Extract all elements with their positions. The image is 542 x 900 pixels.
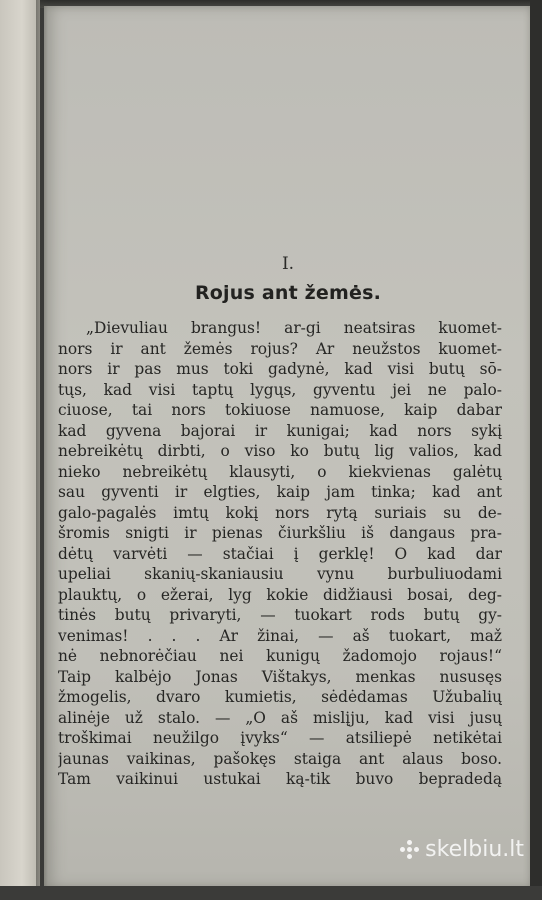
- text-line: šromis snigti ir pienas čiurkšliu iš dangaus pra-: [58, 524, 502, 542]
- watermark: [400, 837, 524, 862]
- text-line: nė nebnorėčiau nei kunigų žadomojo rojaus!“: [58, 647, 502, 665]
- facing-page-edge: [0, 0, 40, 900]
- text-line: tųs, kad visi taptų lygųs, gyventu jei ne palo-: [58, 380, 502, 399]
- text-line: nors ir pas mus toki gadynė, kad visi butų sō-: [58, 360, 502, 378]
- text-line: plauktų, o ežerai, lyg kokie didžiausi bosai, deg-: [58, 585, 502, 604]
- text-line: tinės butų privaryti, — tuokart rods butų gy-: [58, 606, 502, 624]
- text-line: sau gyventi ir elgties, kaip jam tinka; kad ant: [58, 483, 502, 501]
- background-right: [530, 0, 542, 900]
- text-line: dėtų varvėti — stačiai į gerklę! O kad dar: [58, 544, 502, 563]
- text-line: žmogelis, dvaro kumietis, sėdėdamas Užubalių: [58, 688, 502, 706]
- text-line: galo-pagalės imtų kokį nors rytą suriais su de-: [58, 503, 502, 522]
- text-line: Taip kalbėjo Jonas Vištakys, menkas nususęs: [58, 667, 502, 686]
- text-line: jaunas vaikinas, pašokęs staiga ant alaus boso.: [58, 749, 502, 768]
- text-line: „Dievuliau brangus! ar-gi neatsiras kuomet-: [86, 319, 502, 337]
- text-line: ciuose, tai nors tokiuose namuose, kaip dabar: [58, 401, 502, 419]
- text-line: alinėje už stalo. — „O aš mislįju, kad visi jusų: [58, 708, 502, 727]
- text-line: troškimai neužilgo įvyks“ — atsiliepė netikėtai: [58, 729, 502, 747]
- text-line: Tam vaikinui ustukai ką-tik buvo bepradedą: [58, 770, 502, 788]
- text-line: nors ir ant žemės rojus? Ar neužstos kuomet-: [58, 339, 502, 358]
- text-line: venimas! . . . Ar žinai, — aš tuokart, maž: [58, 626, 502, 645]
- chapter-title: Rojus ant žemės.: [194, 282, 382, 304]
- watermark-dots-icon: [400, 840, 419, 859]
- text-line: upeliai skanių-skaniausiu vynu burbuliuodami: [58, 565, 502, 583]
- watermark-text: skelbiu.lt: [425, 837, 524, 862]
- text-line: kad gyvena bajorai ir kunigai; kad nors sykį: [58, 421, 502, 440]
- text-line: nebreikėtų dirbti, o viso ko butų lig valios, kad: [58, 442, 502, 460]
- chapter-number: I.: [281, 254, 295, 274]
- text-line: nieko nebreikėtų klausyti, o kiekvienas galėtų: [58, 462, 502, 481]
- background-bottom: [0, 886, 542, 900]
- body-text: [58, 318, 502, 790]
- gutter-shadow: [36, 0, 48, 900]
